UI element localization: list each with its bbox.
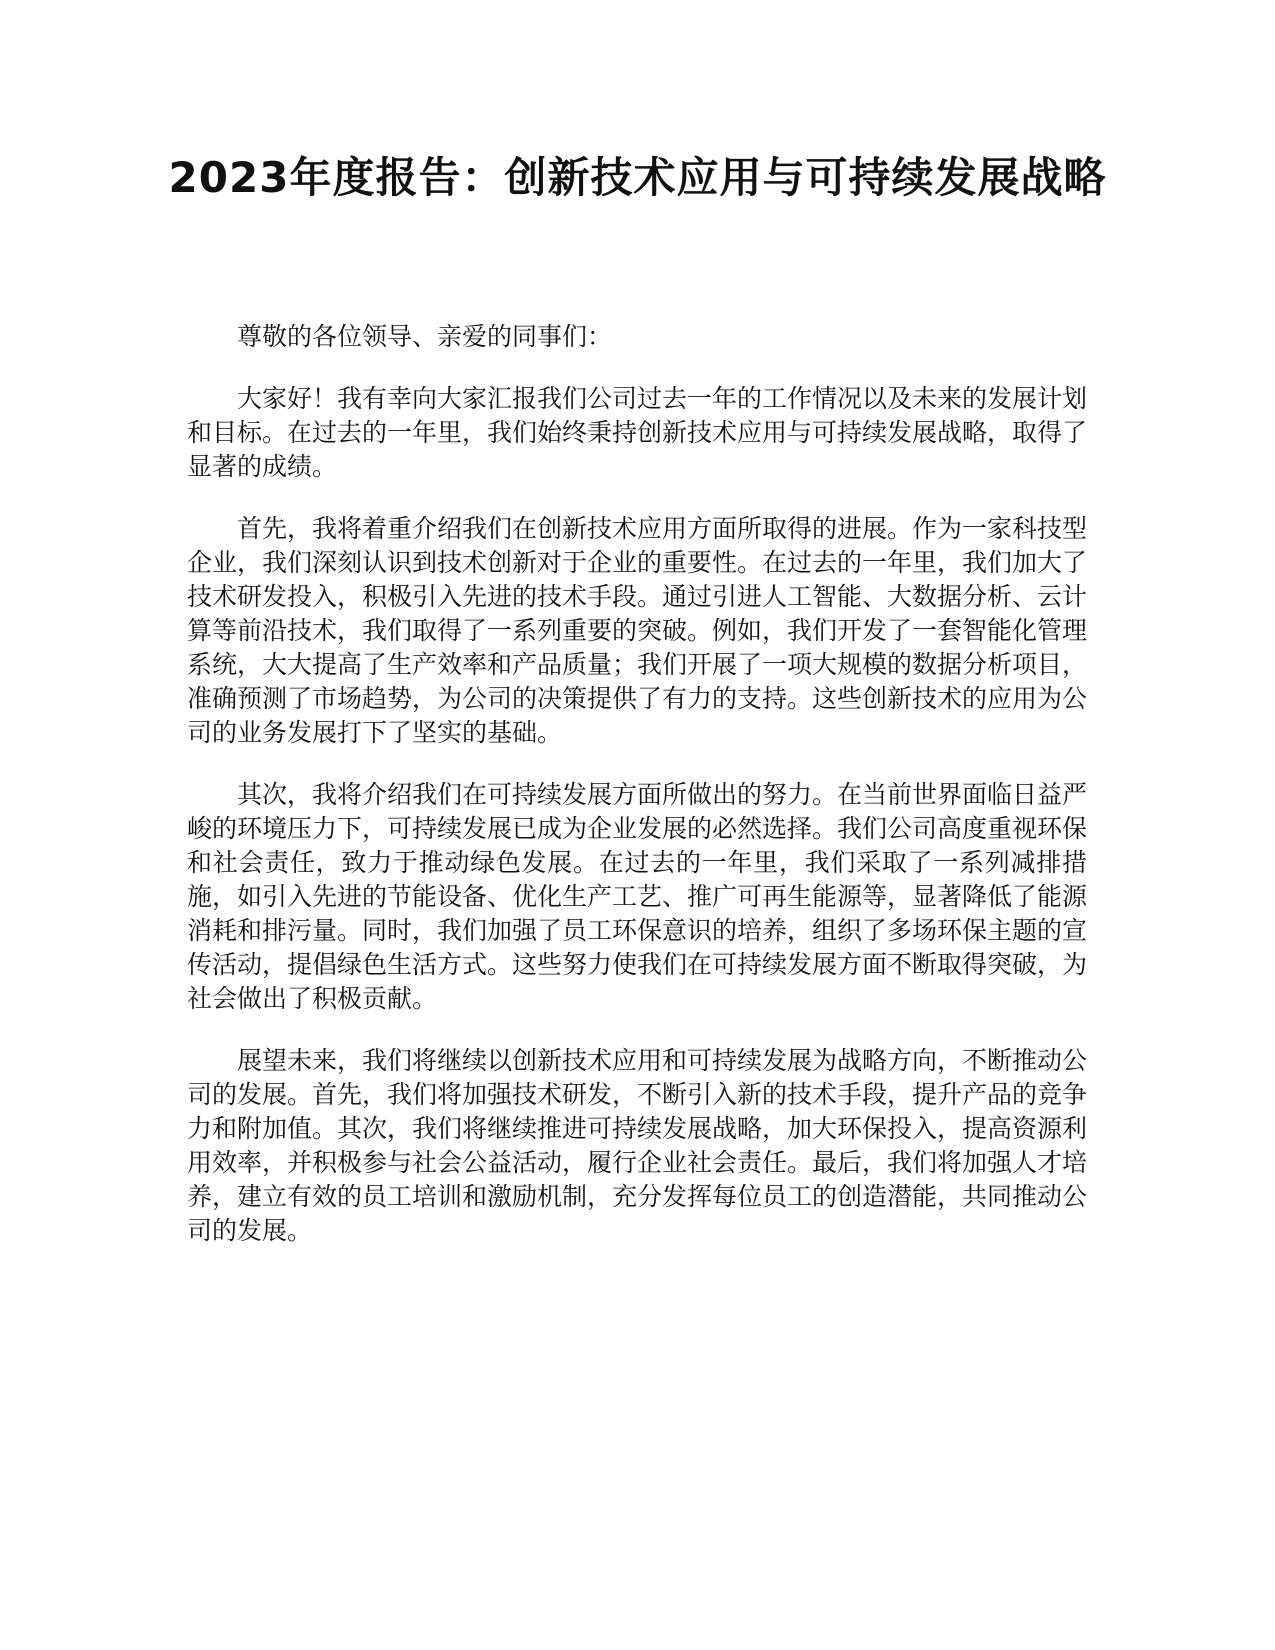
paragraph-greeting: 大家好！我有幸向大家汇报我们公司过去一年的工作情况以及未来的发展计划和目标。在过去的一年里，我们始终秉持创新技术应用与可持续发展战略，取得了显著的成绩。 [187,384,1088,481]
salutation: 尊敬的各位领导、亲爱的同事们： [237,322,613,351]
document-body [187,320,1087,1276]
paragraph-innovation: 首先，我将着重介绍我们在创新技术应用方面所取得的进展。作为一家科技型企业，我们深刻认识到技术创新对于企业的重要性。在过去的一年里，我们加大了技术研发投入，积极引入先进的技术手段。通过引进人工智能、大数据分析、云计算等前沿技术，我们取得了一系列重要的突破。例如，我们开发了一套智能化管理系统，大大提高了生产效率和产品质量；我们开展了一项大规模的数据分析项目，准确预测了市场趋势，为公司的决策提供了有力的支持。这些创新技术的应用为公司的业务发展打下了坚实的基础。 [187,514,1088,747]
document-title: 2023年度报告：创新技术应用与可持续发展战略 [168,153,1107,202]
paragraph-sustainability: 其次，我将介绍我们在可持续发展方面所做出的努力。在当前世界面临日益严峻的环境压力下，可持续发展已成为企业发展的必然选择。我们公司高度重视环保和社会责任，致力于推动绿色发展。在过去的一年里，我们采取了一系列减排措施，如引入先进的节能设备、优化生产工艺、推广可再生能源等，显著降低了能源消耗和排污量。同时，我们加强了员工环保意识的培养，组织了多场环保主题的宣传活动，提倡绿色生活方式。这些努力使我们在可持续发展方面不断取得突破，为社会做出了积极贡献。 [187,780,1088,1013]
paragraph-outlook: 展望未来，我们将继续以创新技术应用和可持续发展为战略方向，不断推动公司的发展。首先，我们将加强技术研发，不断引入新的技术手段，提升产品的竞争力和附加值。其次，我们将继续推进可持续发展战略，加大环保投入，提高资源利用效率，并积极参与社会公益活动，履行企业社会责任。最后，我们将加强人才培养，建立有效的员工培训和激励机制，充分发挥每位员工的创造潜能，共同推动公司的发展。 [187,1046,1088,1245]
